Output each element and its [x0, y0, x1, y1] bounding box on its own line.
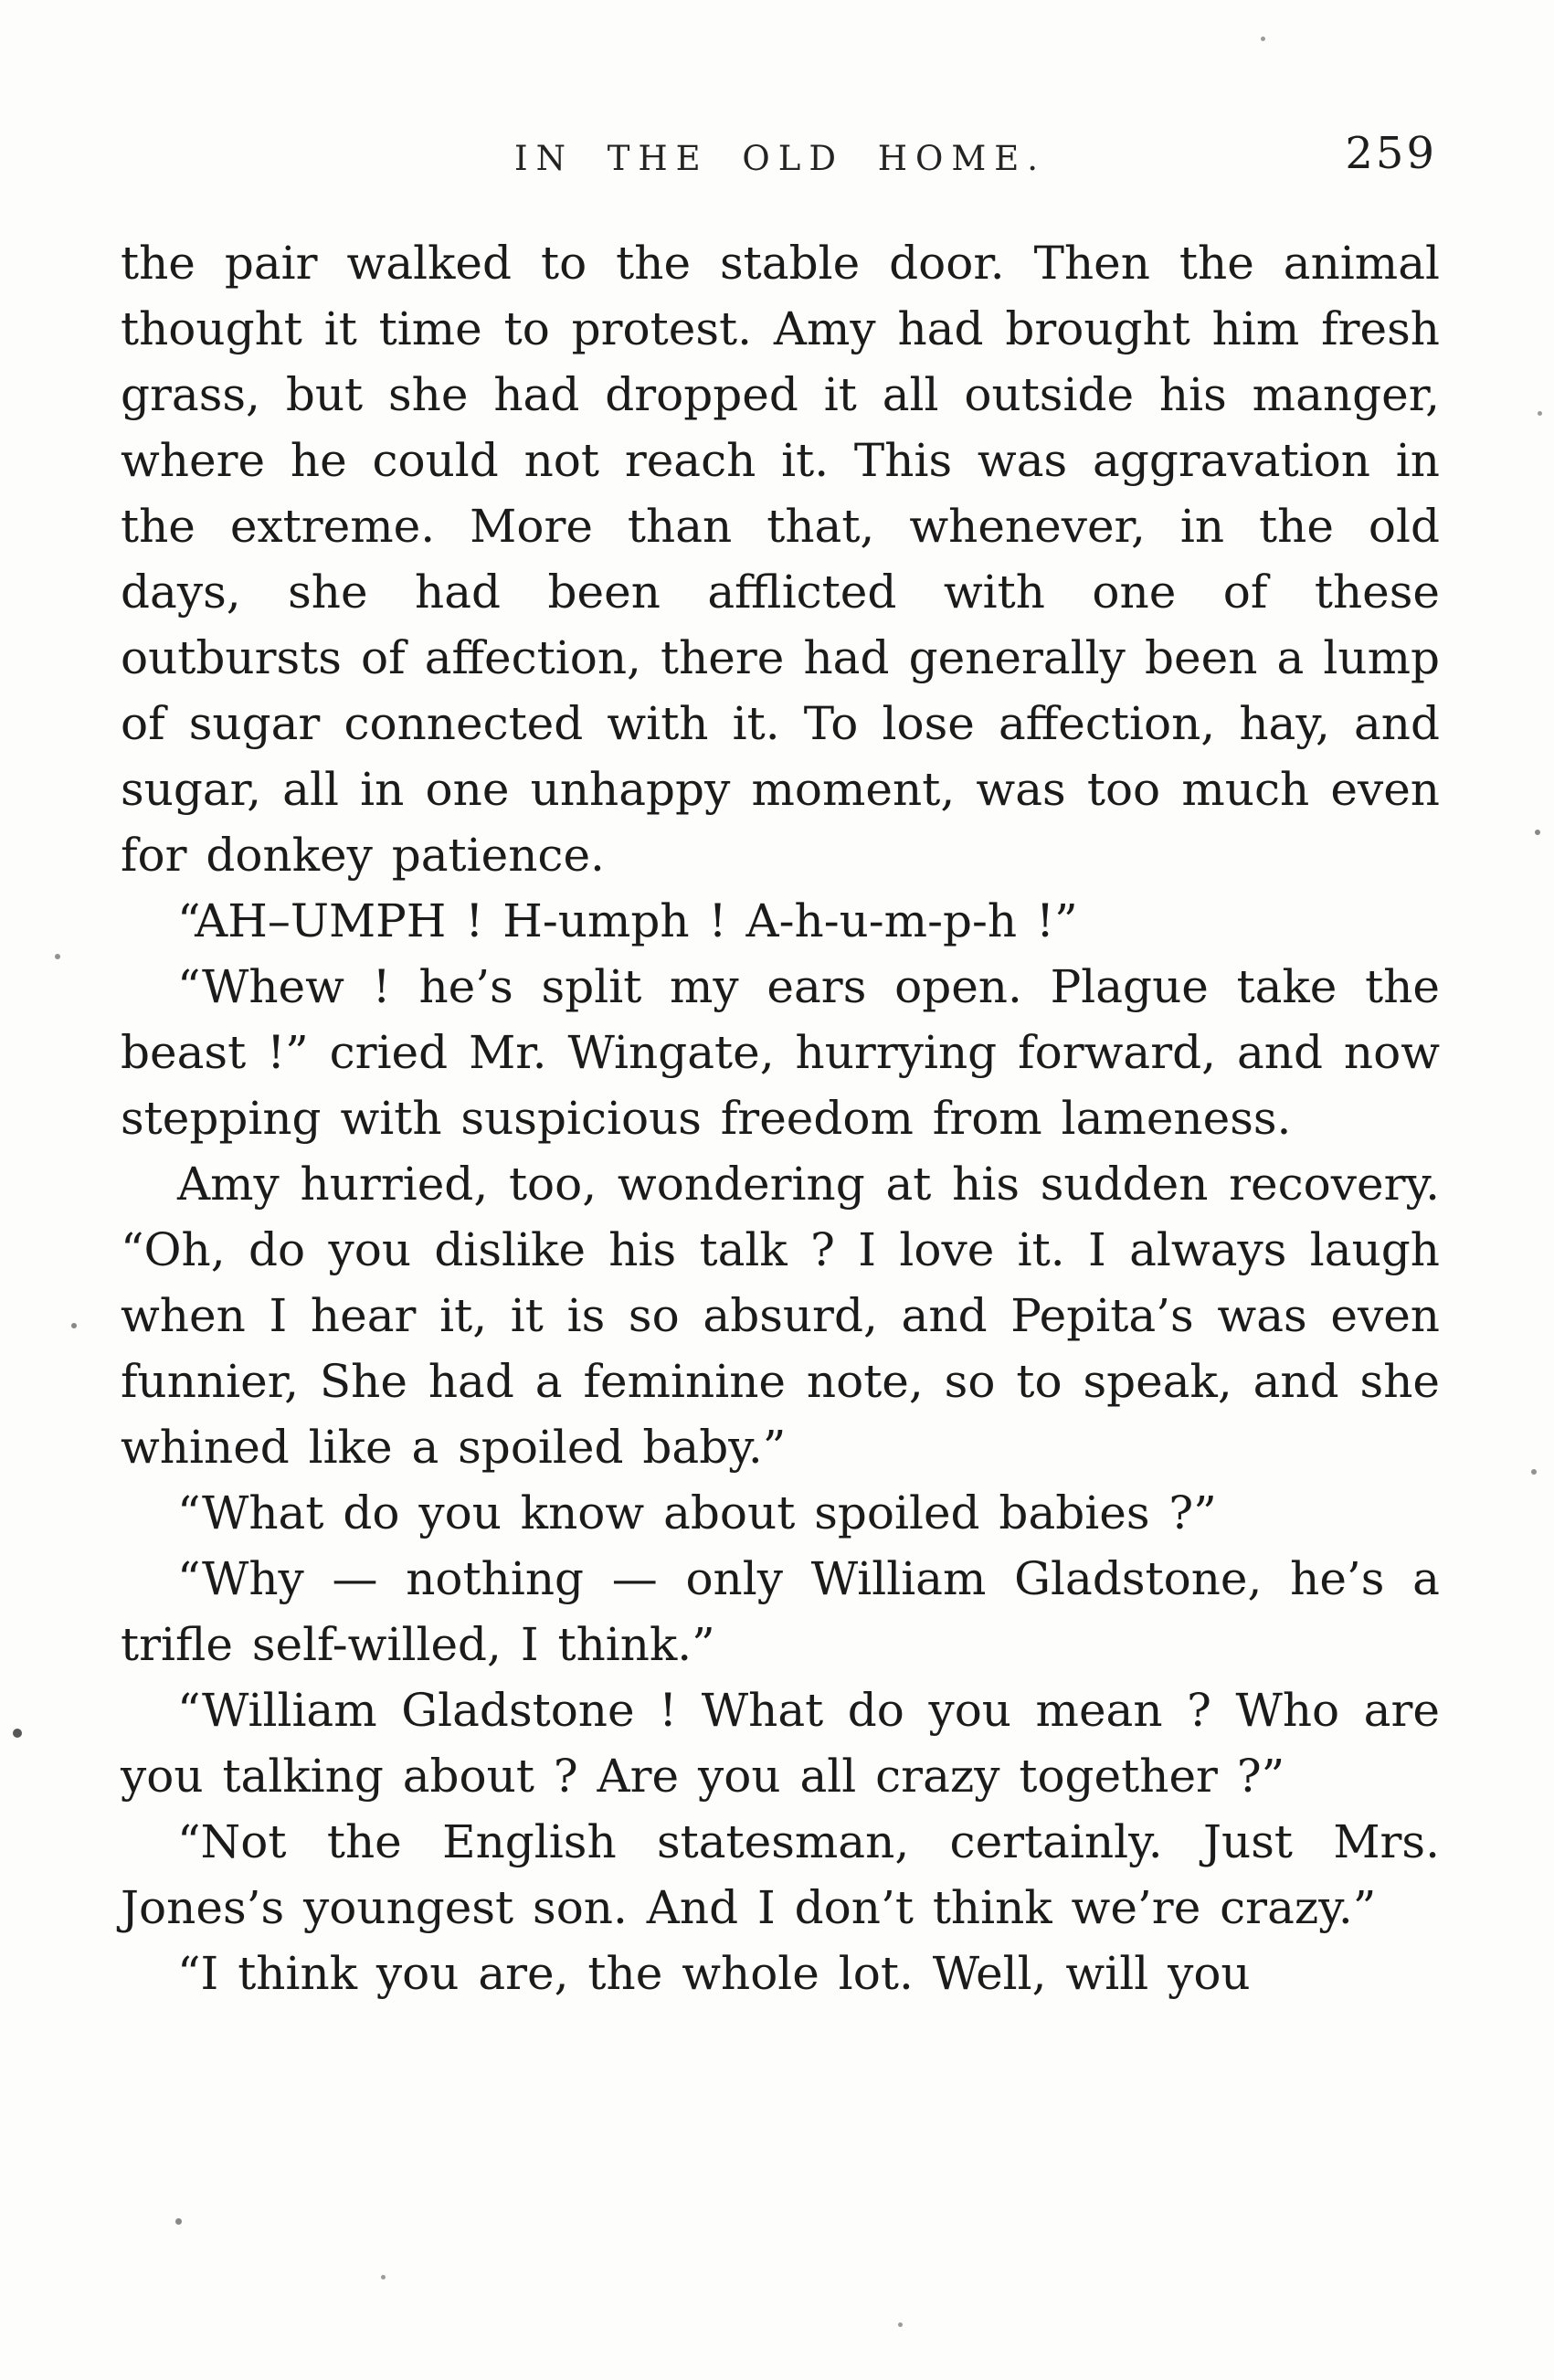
scan-speck	[71, 1323, 77, 1328]
scan-speck	[1535, 830, 1540, 835]
paragraph: “Not the English statesman, certainly. Just Mrs. Jones’s youngest son. And I don’t think we’re crazy.”	[121, 1815, 1440, 1934]
paragraph: “Whew ! he’s split my ears open. Plague take the beast !” cried Mr. Wingate, hurrying forward, and now stepping with suspicious freedom from lameness.	[121, 960, 1440, 1145]
scan-speck	[381, 2275, 386, 2280]
scan-speck	[1538, 411, 1542, 416]
paragraph: “AH–UMPH ! H-umph ! A-h-u-m-p-h !”	[177, 894, 1078, 947]
paragraph: “What do you know about spoiled babies ?”	[177, 1486, 1217, 1539]
paragraph: Amy hurried, too, wondering at his sudden recovery. “Oh, do you dislike his talk ? I love it. I always laugh when I hear it, it is so absurd, and Pepita’s was even funnier, She had a feminine note, so to speak, and she whined like a spoiled baby.”	[121, 1158, 1440, 1474]
paragraph: the pair walked to the stable door. Then the animal thought it time to protest. Amy had brought him fresh grass, but she had dropped it all outside his manger, where he could not reach it. This was aggravation in the extreme. More than that, whenever, in the old days, she had been afflicted with one of these outbursts of affection, there had generally been a lump of sugar connected with it. To lose affection, hay, and sugar, all in one unhappy moment, was too much even for donkey patience.	[121, 237, 1440, 882]
running-header-title: IN THE OLD HOME.	[513, 139, 1047, 178]
paragraph: “William Gladstone ! What do you mean ? Who are you talking about ? Are you all crazy together ?”	[121, 1684, 1440, 1803]
scan-speck	[55, 954, 60, 959]
scan-speck	[1261, 37, 1265, 41]
page-text	[121, 230, 1440, 2006]
scan-speck	[175, 2218, 182, 2225]
scan-speck	[898, 2322, 903, 2327]
paragraph: “Why — nothing — only William Gladstone, he’s a trifle self-willed, I think.”	[121, 1552, 1440, 1671]
paragraph: “I think you are, the whole lot. Well, will you	[177, 1947, 1251, 2000]
page-number: 259	[1345, 128, 1437, 179]
scan-speck	[1531, 1469, 1537, 1475]
scan-speck	[13, 1729, 22, 1738]
